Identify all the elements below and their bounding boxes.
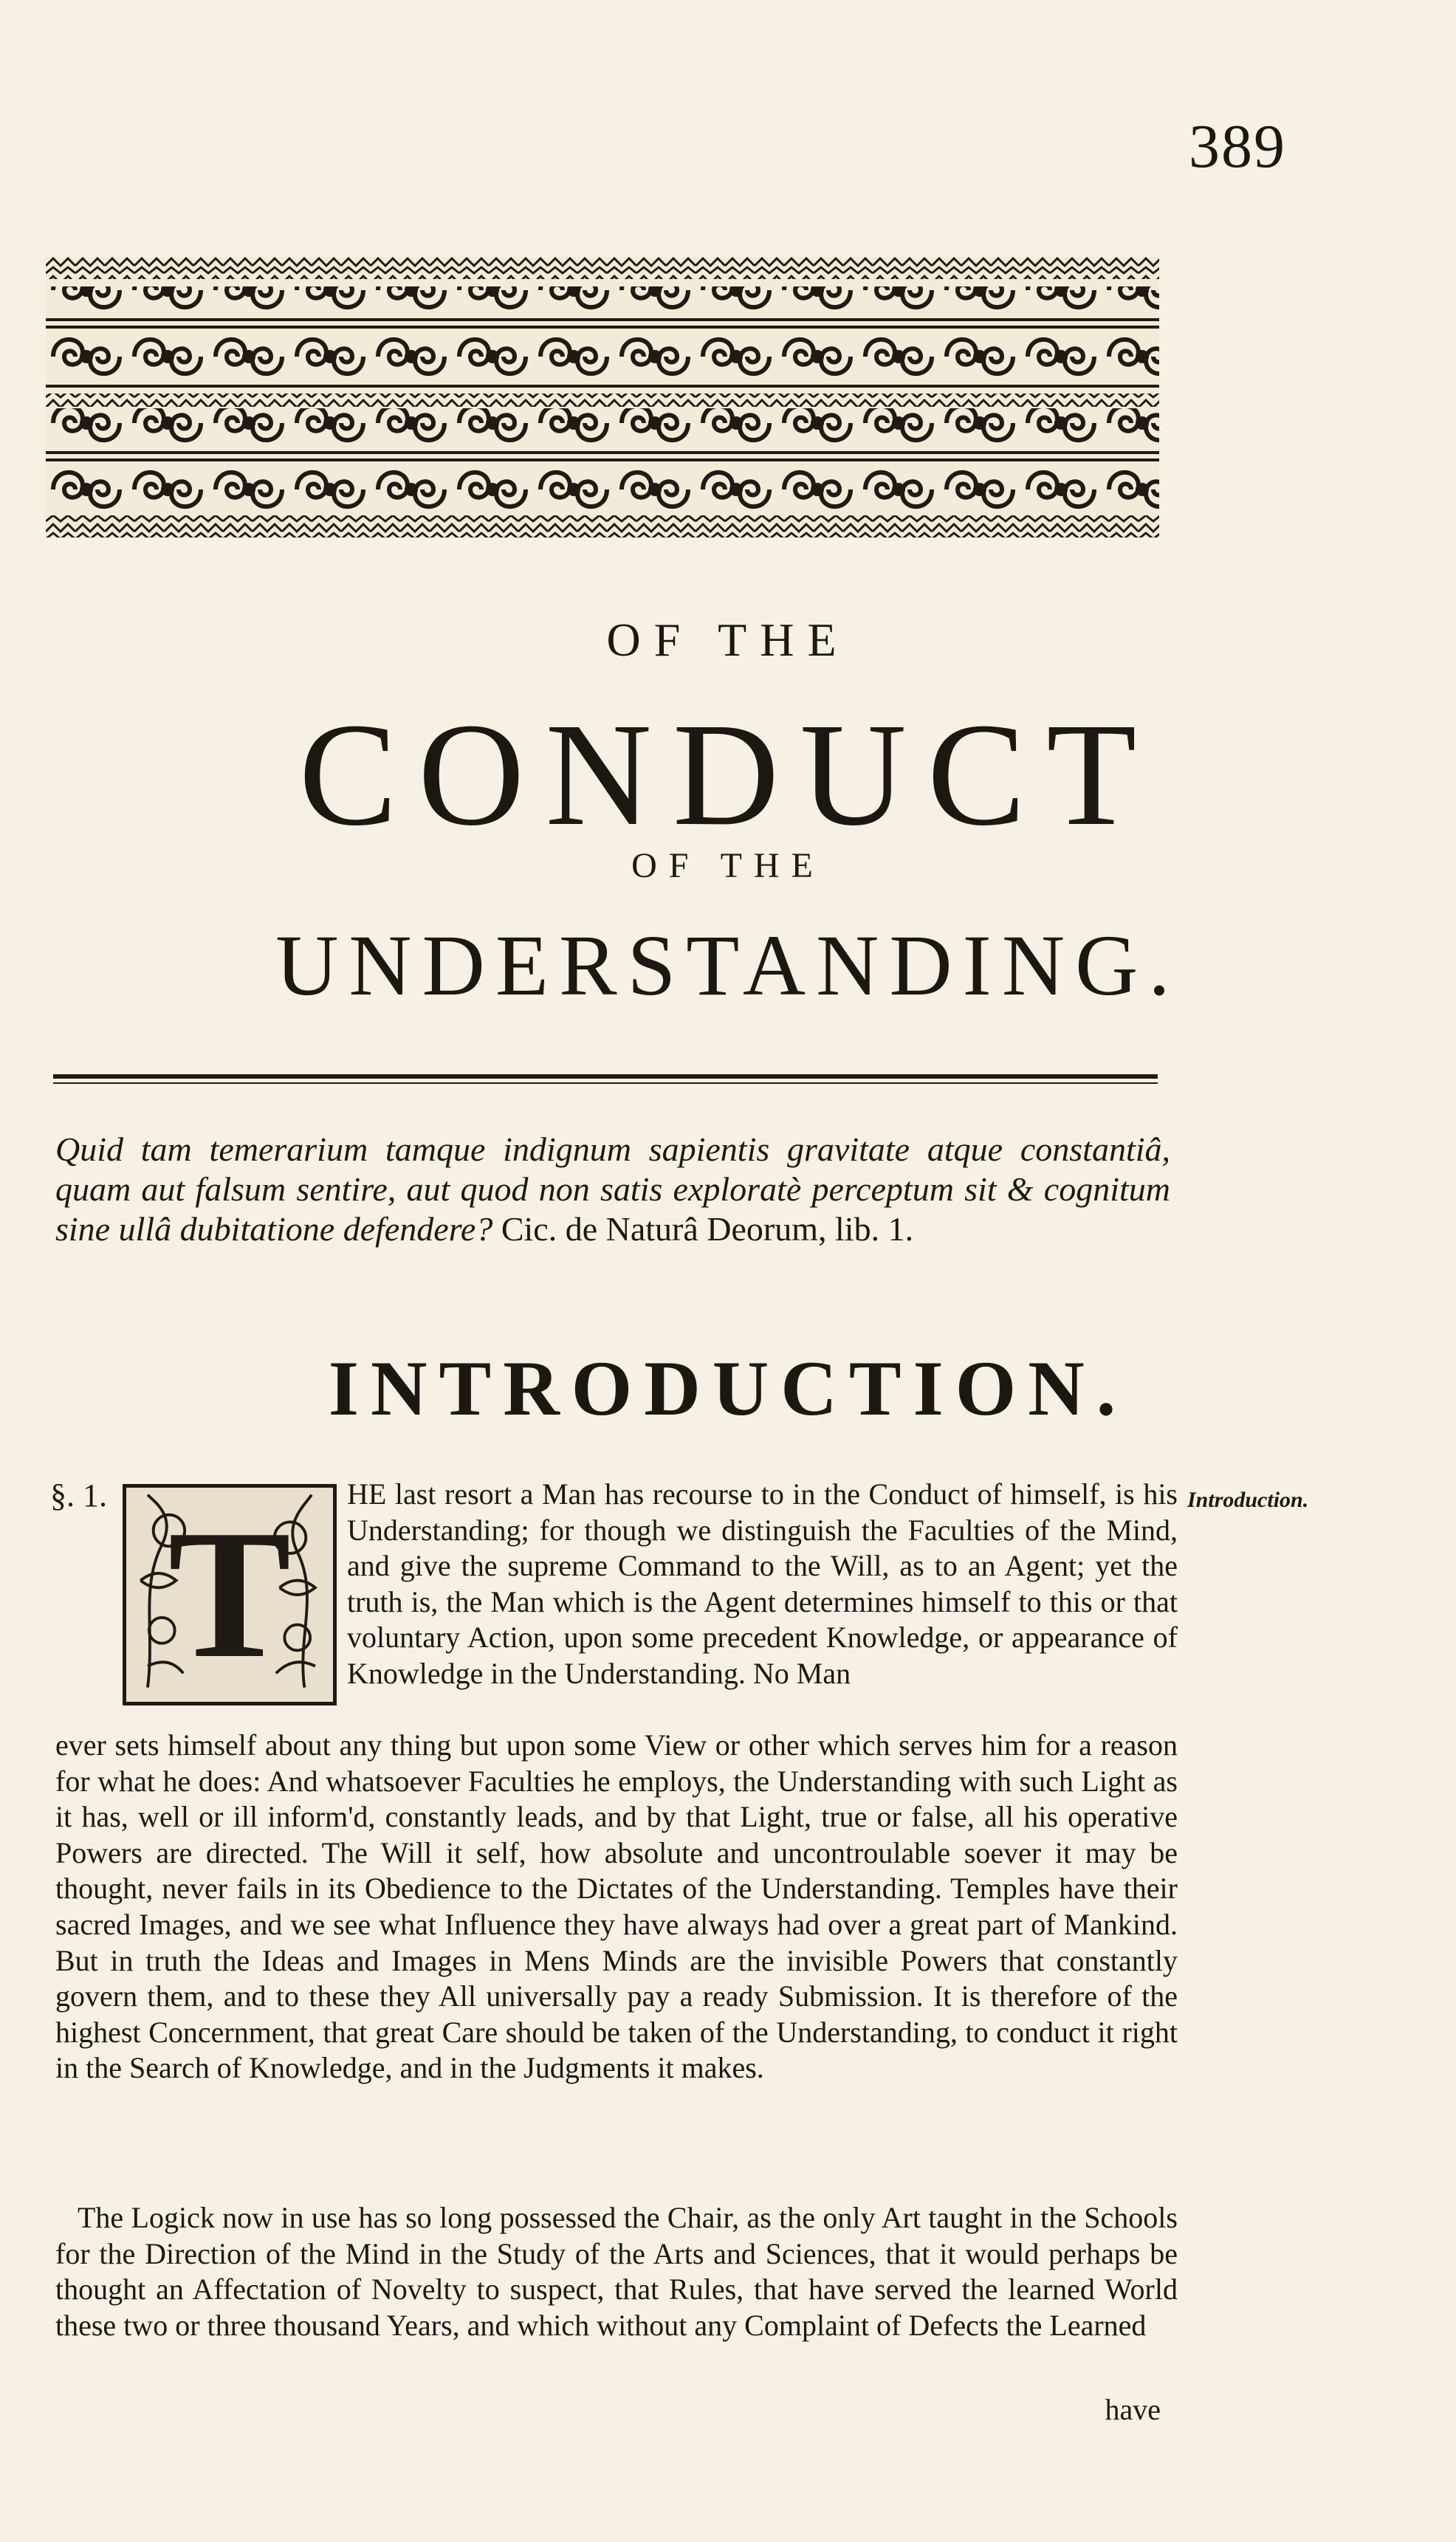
title-rule-thin — [53, 1082, 1158, 1084]
section-label: §. 1. — [50, 1477, 107, 1514]
paragraph-2: The Logick now in use has so long possessed the Chair, as the only Art taught in the Schools for the Direction of the Mind in the Study of the Arts and Sciences, that it would perhaps be thought an Affectation of Novelty to suspect, that Rules, that have served the learned World these two or three thousand Years, and which without any Complaint of Defects the Learned — [55, 2201, 1178, 2342]
decorative-headpiece — [46, 257, 1159, 537]
epigraph-quote: Quid tam temerarium tamque indignum sapientis gravitate atque constantiâ, quam aut falsum sentire, aut quod non satis exploratè perceptum sit & cognitum sine ullâ dubitatione defendere? — [55, 1130, 1170, 1248]
epigraph — [55, 1130, 1170, 1249]
title-of-the-2: OF THE — [631, 846, 825, 885]
paragraph-1-continued: ever sets himself about any thing but upon some View or other which serves him for a reason for what he does: And whatsoever Faculties he employs, the Understanding with such Light as it has, well or ill inform'd, constantly leads, and by that Light, true or false, all his operative Powers are directed. The Will it self, how absolute and uncontroulable soever it may be thought, never fails in its Obedience to the Dictates of the Understanding. Temples have their sacred Images, and we see what Influence they have always had over a great part of Mankind. But in truth the Ideas and Images in Mens Minds are the invisible Powers that constantly govern them, and to these they All universally pay a ready Submission. It is therefore of the highest Concernment, that great Care should be taken of the Understanding, to conduct it right in the Search of Knowledge, and in the Judgments it makes. — [55, 1728, 1178, 2085]
epigraph-citation: Cic. de Naturâ Deorum, lib. 1. — [501, 1210, 914, 1248]
decorated-initial — [123, 1484, 337, 1705]
paragraph-1-beside-initial: HE last resort a Man has recourse to in the Conduct of himself, is his Understanding; for though we distinguish the Faculties of the Mind, and give the supreme Command to the Will, as to an Agent; yet the truth is, the Man which is the Agent determines himself to this or that voluntary Action, upon some precedent Knowledge, or appearance of Knowledge in the Understanding. No Man — [347, 1477, 1178, 1690]
initial-letter: T — [168, 1492, 292, 1697]
headpiece-ornament-icon — [46, 257, 1159, 537]
title-rule-thick — [53, 1074, 1158, 1079]
title-of-the-1: OF THE — [606, 614, 850, 666]
margin-note: Introduction. — [1187, 1488, 1309, 1512]
catchword: have — [1105, 2393, 1161, 2426]
title-main: CONDUCT — [298, 693, 1158, 856]
introduction-heading: INTRODUCTION. — [328, 1345, 1128, 1432]
title-subject: UNDERSTANDING. — [275, 917, 1181, 1014]
page-number: 389 — [1189, 112, 1286, 181]
